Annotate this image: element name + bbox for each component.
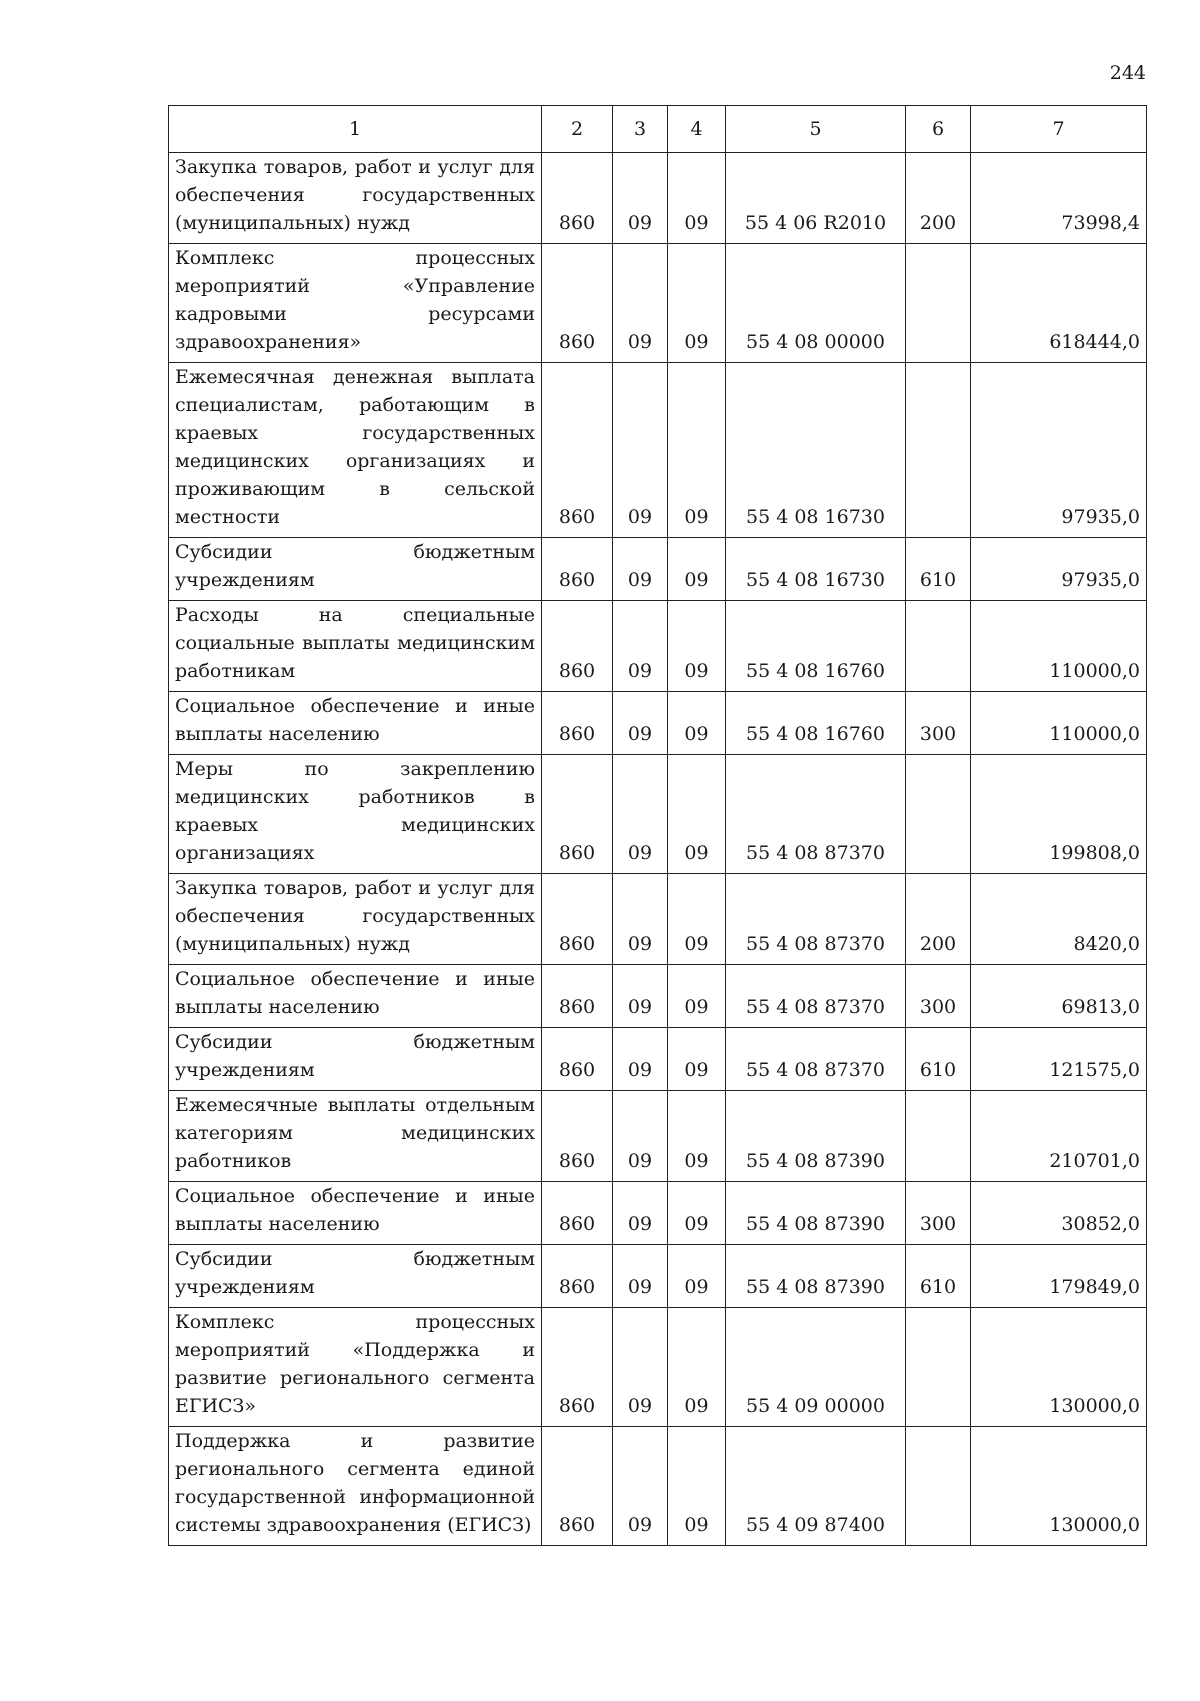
table-row — [169, 965, 1147, 1028]
col-2-cell: 860 — [542, 1182, 613, 1245]
col-5-cell: 55 4 06 R2010 — [726, 153, 906, 244]
row-name-cell: Субсидии бюджетным учреждениям — [169, 1028, 542, 1091]
col-6-cell: 610 — [906, 1028, 971, 1091]
col-5-cell: 55 4 09 87400 — [726, 1427, 906, 1546]
col-7-cell: 30852,0 — [971, 1182, 1147, 1245]
row-name-cell: Комплекс процессных мероприятий «Поддержка и развитие регионального сегмента ЕГИСЗ» — [169, 1308, 542, 1427]
row-name-cell: Субсидии бюджетным учреждениям — [169, 1245, 542, 1308]
col-5-cell: 55 4 08 87390 — [726, 1091, 906, 1182]
col-2-cell: 860 — [542, 755, 613, 874]
col-6-cell: 200 — [906, 153, 971, 244]
col-3-cell: 09 — [613, 1427, 668, 1546]
col-4-cell: 09 — [668, 1308, 726, 1427]
col-4-cell: 09 — [668, 874, 726, 965]
header-cell: 4 — [668, 106, 726, 153]
header-cell: 1 — [169, 106, 542, 153]
col-2-cell: 860 — [542, 965, 613, 1028]
table-row — [169, 755, 1147, 874]
col-3-cell: 09 — [613, 538, 668, 601]
table-row — [169, 1427, 1147, 1546]
col-7-cell: 110000,0 — [971, 601, 1147, 692]
col-6-cell: 300 — [906, 965, 971, 1028]
col-6-cell: 610 — [906, 1245, 971, 1308]
row-name-cell: Социальное обеспечение и иные выплаты населению — [169, 692, 542, 755]
col-6-cell — [906, 755, 971, 874]
header-cell: 6 — [906, 106, 971, 153]
col-2-cell: 860 — [542, 538, 613, 601]
row-name-cell: Социальное обеспечение и иные выплаты населению — [169, 965, 542, 1028]
col-5-cell: 55 4 08 16760 — [726, 601, 906, 692]
col-4-cell: 09 — [668, 363, 726, 538]
col-6-cell — [906, 1427, 971, 1546]
col-6-cell — [906, 1091, 971, 1182]
col-2-cell: 860 — [542, 363, 613, 538]
col-7-cell: 97935,0 — [971, 363, 1147, 538]
col-5-cell: 55 4 08 87390 — [726, 1245, 906, 1308]
col-7-cell: 73998,4 — [971, 153, 1147, 244]
col-3-cell: 09 — [613, 874, 668, 965]
col-5-cell: 55 4 08 87370 — [726, 874, 906, 965]
col-7-cell: 210701,0 — [971, 1091, 1147, 1182]
col-4-cell: 09 — [668, 538, 726, 601]
col-6-cell — [906, 244, 971, 363]
col-3-cell: 09 — [613, 755, 668, 874]
col-7-cell: 618444,0 — [971, 244, 1147, 363]
col-2-cell: 860 — [542, 1028, 613, 1091]
col-2-cell: 860 — [542, 244, 613, 363]
row-name-cell: Закупка товаров, работ и услуг для обеспечения государственных (муниципальных) нужд — [169, 874, 542, 965]
col-2-cell: 860 — [542, 601, 613, 692]
col-4-cell: 09 — [668, 153, 726, 244]
col-6-cell: 300 — [906, 1182, 971, 1245]
col-6-cell: 610 — [906, 538, 971, 601]
col-4-cell: 09 — [668, 1245, 726, 1308]
col-7-cell: 110000,0 — [971, 692, 1147, 755]
header-cell: 5 — [726, 106, 906, 153]
row-name-cell: Поддержка и развитие регионального сегмента единой государственной информационной системы здравоохранения (ЕГИСЗ) — [169, 1427, 542, 1546]
header-cell: 7 — [971, 106, 1147, 153]
col-7-cell: 130000,0 — [971, 1308, 1147, 1427]
col-3-cell: 09 — [613, 363, 668, 538]
table-row — [169, 244, 1147, 363]
col-3-cell: 09 — [613, 1091, 668, 1182]
table-row — [169, 153, 1147, 244]
col-2-cell: 860 — [542, 1308, 613, 1427]
budget-table — [168, 105, 1147, 1546]
row-name-cell: Меры по закреплению медицинских работников в краевых медицинских организациях — [169, 755, 542, 874]
col-4-cell: 09 — [668, 601, 726, 692]
col-4-cell: 09 — [668, 965, 726, 1028]
col-6-cell — [906, 601, 971, 692]
col-7-cell: 8420,0 — [971, 874, 1147, 965]
col-6-cell: 300 — [906, 692, 971, 755]
col-2-cell: 860 — [542, 153, 613, 244]
col-6-cell — [906, 1308, 971, 1427]
col-6-cell: 200 — [906, 874, 971, 965]
table-row — [169, 363, 1147, 538]
col-5-cell: 55 4 08 87370 — [726, 965, 906, 1028]
col-5-cell: 55 4 08 16730 — [726, 363, 906, 538]
col-6-cell — [906, 363, 971, 538]
col-4-cell: 09 — [668, 755, 726, 874]
col-7-cell: 199808,0 — [971, 755, 1147, 874]
col-5-cell: 55 4 08 00000 — [726, 244, 906, 363]
table-row — [169, 538, 1147, 601]
col-5-cell: 55 4 08 16730 — [726, 538, 906, 601]
col-2-cell: 860 — [542, 874, 613, 965]
table-header-row — [169, 106, 1147, 153]
page-number: 244 — [1109, 62, 1146, 84]
header-cell: 2 — [542, 106, 613, 153]
col-3-cell: 09 — [613, 1308, 668, 1427]
col-4-cell: 09 — [668, 244, 726, 363]
col-2-cell: 860 — [542, 1091, 613, 1182]
row-name-cell: Расходы на специальные социальные выплаты медицинским работникам — [169, 601, 542, 692]
col-4-cell: 09 — [668, 1028, 726, 1091]
col-3-cell: 09 — [613, 244, 668, 363]
table-row — [169, 601, 1147, 692]
col-3-cell: 09 — [613, 601, 668, 692]
row-name-cell: Закупка товаров, работ и услуг для обеспечения государственных (муниципальных) нужд — [169, 153, 542, 244]
row-name-cell: Комплекс процессных мероприятий «Управление кадровыми ресурсами здравоохранения» — [169, 244, 542, 363]
col-7-cell: 97935,0 — [971, 538, 1147, 601]
row-name-cell: Социальное обеспечение и иные выплаты населению — [169, 1182, 542, 1245]
row-name-cell: Ежемесячные выплаты отдельным категориям медицинских работников — [169, 1091, 542, 1182]
col-3-cell: 09 — [613, 965, 668, 1028]
col-5-cell: 55 4 09 00000 — [726, 1308, 906, 1427]
col-5-cell: 55 4 08 87370 — [726, 755, 906, 874]
col-4-cell: 09 — [668, 1182, 726, 1245]
col-3-cell: 09 — [613, 1245, 668, 1308]
col-7-cell: 179849,0 — [971, 1245, 1147, 1308]
col-2-cell: 860 — [542, 1245, 613, 1308]
table-row — [169, 1308, 1147, 1427]
col-2-cell: 860 — [542, 1427, 613, 1546]
row-name-cell: Субсидии бюджетным учреждениям — [169, 538, 542, 601]
col-5-cell: 55 4 08 16760 — [726, 692, 906, 755]
col-3-cell: 09 — [613, 692, 668, 755]
col-2-cell: 860 — [542, 692, 613, 755]
header-cell: 3 — [613, 106, 668, 153]
table-row — [169, 1028, 1147, 1091]
table-row — [169, 1182, 1147, 1245]
col-5-cell: 55 4 08 87390 — [726, 1182, 906, 1245]
col-7-cell: 130000,0 — [971, 1427, 1147, 1546]
table-row — [169, 692, 1147, 755]
col-4-cell: 09 — [668, 1091, 726, 1182]
col-3-cell: 09 — [613, 1182, 668, 1245]
col-4-cell: 09 — [668, 692, 726, 755]
col-5-cell: 55 4 08 87370 — [726, 1028, 906, 1091]
table-row — [169, 1245, 1147, 1308]
col-3-cell: 09 — [613, 153, 668, 244]
col-4-cell: 09 — [668, 1427, 726, 1546]
col-7-cell: 121575,0 — [971, 1028, 1147, 1091]
row-name-cell: Ежемесячная денежная выплата специалистам, работающим в краевых государственных медицинских организациях и проживающим в сельской местности — [169, 363, 542, 538]
table-row — [169, 874, 1147, 965]
col-3-cell: 09 — [613, 1028, 668, 1091]
col-7-cell: 69813,0 — [971, 965, 1147, 1028]
table-row — [169, 1091, 1147, 1182]
